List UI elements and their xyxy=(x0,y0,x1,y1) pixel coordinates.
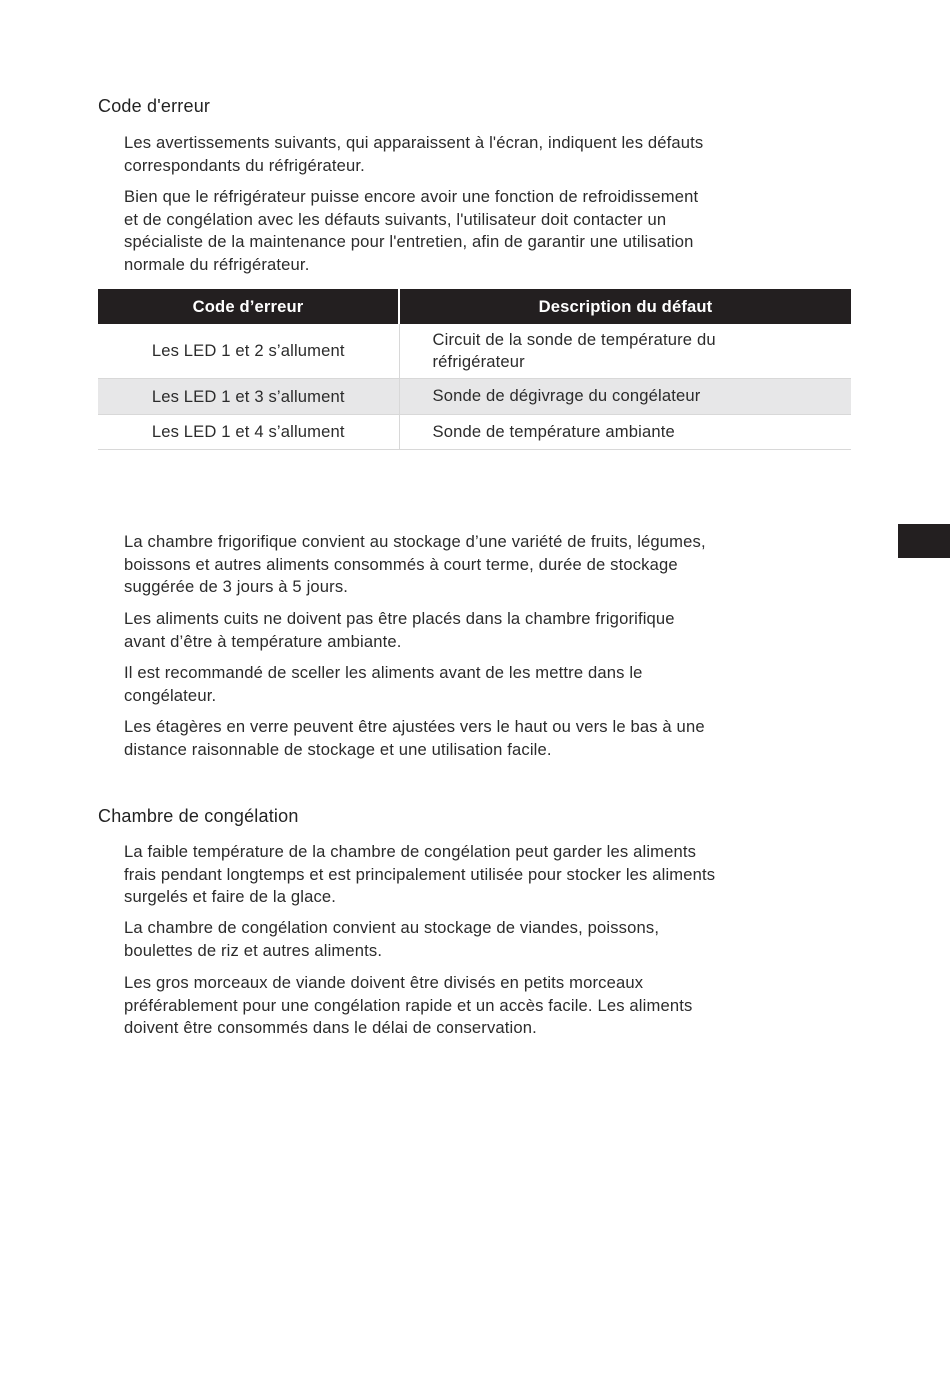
fridge-cooked-food-paragraph: Les aliments cuits ne doivent pas être placés dans la chambre frigorifique avant d’être à température ambiante. xyxy=(124,609,675,651)
side-section-tab xyxy=(898,524,950,558)
column-header-description: Description du défaut xyxy=(399,289,851,324)
error-code-cell: Les LED 1 et 3 s’allument xyxy=(98,379,399,415)
fridge-seal-paragraph: Il est recommandé de sceller les aliments avant de les mettre dans le congélateur. xyxy=(124,663,643,705)
table-header-row xyxy=(98,289,851,324)
error-code-cell: Les LED 1 et 4 s’allument xyxy=(98,415,399,450)
error-description-cell: Sonde de dégivrage du congélateur xyxy=(399,379,851,415)
freezer-storage-paragraph: La chambre de congélation convient au stockage de viandes, poissons, boulettes de riz et autres aliments. xyxy=(124,918,660,960)
fridge-storage-paragraph: La chambre frigorifique convient au stockage d’une variété de fruits, légumes, boissons et autres aliments consommés à court terme, durée de stockage suggérée de 3 jours à 5 jours. xyxy=(124,532,706,596)
error-intro-paragraph: Les avertissements suivants, qui apparaissent à l'écran, indiquent les défauts correspondants du réfrigérateur. xyxy=(124,133,704,175)
error-code-cell: Les LED 1 et 2 s’allument xyxy=(98,324,399,379)
error-description-cell: Circuit de la sonde de température du réfrigérateur xyxy=(399,324,851,379)
error-description-cell: Sonde de température ambiante xyxy=(399,415,851,450)
error-code-table xyxy=(98,289,851,450)
column-header-code: Code d’erreur xyxy=(98,289,399,324)
fridge-shelves-paragraph: Les étagères en verre peuvent être ajustées vers le haut ou vers le bas à une distance raisonnable de stockage et une utilisation facile. xyxy=(124,717,705,759)
error-code-heading: Code d'erreur xyxy=(98,96,211,116)
table-row xyxy=(98,415,851,450)
table-row xyxy=(98,324,851,379)
freezer-heading: Chambre de congélation xyxy=(98,806,299,826)
table-row xyxy=(98,379,851,415)
freezer-intro-paragraph: La faible température de la chambre de congélation peut garder les aliments frais pendant longtemps et est principalement utilisée pour stocker les aliments surgelés et faire de la glace. xyxy=(124,842,716,906)
freezer-meat-paragraph: Les gros morceaux de viande doivent être divisés en petits morceaux préférablement pour une congélation rapide et un accès facile. Les aliments doivent être consommés dans le délai de conservation. xyxy=(124,973,693,1037)
error-contact-paragraph: Bien que le réfrigérateur puisse encore avoir une fonction de refroidissement et de congélation avec les défauts suivants, l'utilisateur doit contacter un spécialiste de la maintenance pour l'entretien, afin de garantir une utilisation normale du réfrigérateur. xyxy=(124,187,699,274)
